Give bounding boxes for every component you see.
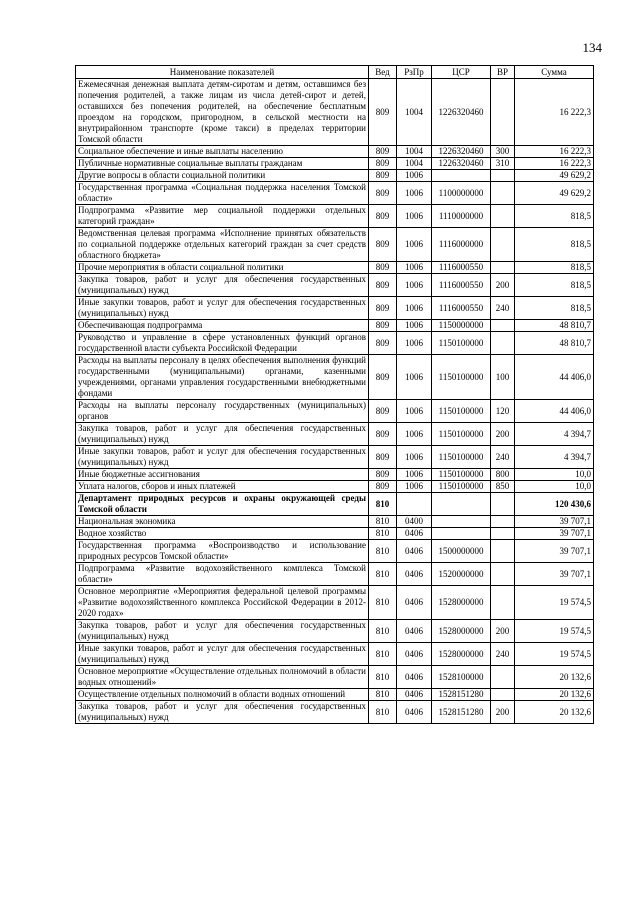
cell-ved: 809: [369, 146, 397, 158]
cell-sum: 48 810,7: [515, 320, 594, 332]
cell-sum: 19 574,5: [515, 620, 594, 643]
cell-rzpr: 1006: [397, 446, 432, 469]
cell-csr: 1116000550: [432, 274, 491, 297]
table-row: [76, 620, 594, 643]
table-row: [76, 320, 594, 332]
cell-rzpr: 0406: [397, 563, 432, 586]
cell-rzpr: 1006: [397, 205, 432, 228]
cell-vr: [491, 320, 515, 332]
cell-vr: [491, 528, 515, 540]
table-row: [76, 540, 594, 563]
cell-ved: 809: [369, 170, 397, 182]
table-row: [76, 446, 594, 469]
cell-ved: 810: [369, 586, 397, 620]
cell-csr: 1528000000: [432, 586, 491, 620]
table-row: [76, 79, 594, 146]
cell-csr: 1150100000: [432, 400, 491, 423]
cell-csr: 1226320460: [432, 146, 491, 158]
cell-csr: 1116000000: [432, 228, 491, 262]
cell-ved: 809: [369, 228, 397, 262]
cell-ved: 809: [369, 182, 397, 205]
cell-rzpr: 1006: [397, 170, 432, 182]
cell-ved: 809: [369, 205, 397, 228]
cell-rzpr: 1006: [397, 274, 432, 297]
cell-rzpr: 1006: [397, 228, 432, 262]
cell-sum: 818,5: [515, 205, 594, 228]
cell-name: Ежемесячная денежная выплата детям-сиротам и детям, оставшимся без попечения родителей, а также лицам из числа детей-сирот и детей, оставшихся без попечения родителей, на обеспечение бесплатным проездом на городском, пригородном, в сельской местности на внутрирайонном транспорте (кроме такси) в пределах территории Томской области: [76, 79, 369, 146]
cell-rzpr: 0406: [397, 540, 432, 563]
cell-rzpr: 1006: [397, 423, 432, 446]
cell-sum: 16 222,3: [515, 79, 594, 146]
cell-rzpr: 0406: [397, 701, 432, 724]
cell-csr: 1150100000: [432, 423, 491, 446]
cell-ved: 810: [369, 620, 397, 643]
cell-name: Прочие мероприятия в области социальной политики: [76, 262, 369, 274]
cell-sum: 39 707,1: [515, 540, 594, 563]
cell-vr: 240: [491, 446, 515, 469]
cell-csr: 1528151280: [432, 689, 491, 701]
table-row: [76, 332, 594, 355]
cell-ved: 809: [369, 400, 397, 423]
cell-csr: 1500000000: [432, 540, 491, 563]
cell-ved: 810: [369, 666, 397, 689]
cell-rzpr: 1006: [397, 332, 432, 355]
cell-csr: [432, 528, 491, 540]
cell-vr: [491, 540, 515, 563]
cell-ved: 810: [369, 516, 397, 528]
cell-rzpr: 0400: [397, 516, 432, 528]
cell-ved: 809: [369, 469, 397, 481]
table-row: [76, 297, 594, 320]
cell-csr: 1150100000: [432, 446, 491, 469]
table-row: [76, 643, 594, 666]
cell-name: Основное мероприятие «Осуществление отдельных полномочий в области водных отношений»: [76, 666, 369, 689]
table-row: [76, 586, 594, 620]
cell-ved: 810: [369, 701, 397, 724]
cell-vr: [491, 228, 515, 262]
table-row: [76, 355, 594, 400]
cell-sum: 10,0: [515, 469, 594, 481]
cell-sum: 818,5: [515, 274, 594, 297]
cell-csr: 1150100000: [432, 355, 491, 400]
table-row: [76, 701, 594, 724]
table-row: [76, 228, 594, 262]
cell-sum: 818,5: [515, 228, 594, 262]
cell-csr: 1150100000: [432, 469, 491, 481]
cell-rzpr: 1006: [397, 297, 432, 320]
cell-ved: 809: [369, 320, 397, 332]
header-ved: Вед: [369, 66, 397, 79]
cell-vr: [491, 205, 515, 228]
cell-ved: 810: [369, 540, 397, 563]
cell-name: Обеспечивающая подпрограмма: [76, 320, 369, 332]
cell-name: Закупка товаров, работ и услуг для обеспечения государственных (муниципальных) нужд: [76, 701, 369, 724]
cell-name: Публичные нормативные социальные выплаты гражданам: [76, 158, 369, 170]
cell-csr: 1116000550: [432, 262, 491, 274]
cell-rzpr: 1004: [397, 158, 432, 170]
table-row: [76, 516, 594, 528]
cell-sum: 818,5: [515, 262, 594, 274]
cell-rzpr: 1004: [397, 146, 432, 158]
cell-rzpr: 1006: [397, 320, 432, 332]
header-rzpr: РзПр: [397, 66, 432, 79]
header-sum: Сумма: [515, 66, 594, 79]
table-row: [76, 158, 594, 170]
cell-vr: 100: [491, 355, 515, 400]
cell-vr: 850: [491, 481, 515, 493]
cell-sum: 19 574,5: [515, 643, 594, 666]
page-number: 134: [582, 40, 602, 55]
cell-rzpr: 0406: [397, 528, 432, 540]
cell-csr: 1528000000: [432, 643, 491, 666]
table-row: [76, 493, 594, 516]
cell-csr: 1528151280: [432, 701, 491, 724]
cell-csr: 1150000000: [432, 320, 491, 332]
table-row: [76, 563, 594, 586]
cell-rzpr: 1006: [397, 182, 432, 205]
cell-csr: 1226320460: [432, 158, 491, 170]
cell-rzpr: [397, 493, 432, 516]
cell-rzpr: 1006: [397, 469, 432, 481]
cell-sum: 44 406,0: [515, 400, 594, 423]
cell-vr: 310: [491, 158, 515, 170]
cell-rzpr: 0406: [397, 586, 432, 620]
table-row: [76, 481, 594, 493]
table-row: [76, 400, 594, 423]
table-row: [76, 689, 594, 701]
cell-vr: [491, 262, 515, 274]
table-row: [76, 182, 594, 205]
table-row: [76, 262, 594, 274]
cell-rzpr: 0406: [397, 620, 432, 643]
cell-sum: 48 810,7: [515, 332, 594, 355]
cell-name: Закупка товаров, работ и услуг для обеспечения государственных (муниципальных) нужд: [76, 620, 369, 643]
table-row: [76, 423, 594, 446]
header-vr: ВР: [491, 66, 515, 79]
cell-vr: [491, 516, 515, 528]
cell-rzpr: 1004: [397, 79, 432, 146]
cell-vr: [491, 332, 515, 355]
cell-vr: 300: [491, 146, 515, 158]
cell-ved: 809: [369, 262, 397, 274]
cell-name: Национальная экономика: [76, 516, 369, 528]
table-row: [76, 274, 594, 297]
header-csr: ЦСР: [432, 66, 491, 79]
cell-sum: 4 394,7: [515, 446, 594, 469]
cell-vr: [491, 182, 515, 205]
cell-name: Руководство и управление в сфере установленных функций органов государственной власти субъекта Российской Федерации: [76, 332, 369, 355]
cell-ved: 809: [369, 423, 397, 446]
cell-name: Иные закупки товаров, работ и услуг для обеспечения государственных (муниципальных) нужд: [76, 297, 369, 320]
cell-sum: 16 222,3: [515, 146, 594, 158]
cell-ved: 810: [369, 493, 397, 516]
cell-sum: 49 629,2: [515, 182, 594, 205]
cell-sum: 44 406,0: [515, 355, 594, 400]
cell-name: Осуществление отдельных полномочий в области водных отношений: [76, 689, 369, 701]
cell-rzpr: 0406: [397, 689, 432, 701]
cell-ved: 810: [369, 528, 397, 540]
cell-ved: 809: [369, 446, 397, 469]
cell-csr: [432, 516, 491, 528]
cell-ved: 809: [369, 274, 397, 297]
cell-vr: 800: [491, 469, 515, 481]
cell-csr: 1150100000: [432, 481, 491, 493]
cell-vr: [491, 79, 515, 146]
cell-name: Ведомственная целевая программа «Исполнение принятых обязательств по социальной поддержке отдельных категорий граждан за счет средств областного бюджета»: [76, 228, 369, 262]
cell-sum: 4 394,7: [515, 423, 594, 446]
cell-vr: 200: [491, 274, 515, 297]
cell-csr: [432, 170, 491, 182]
table-row: [76, 146, 594, 158]
cell-csr: 1528000000: [432, 620, 491, 643]
cell-ved: 810: [369, 563, 397, 586]
cell-sum: 10,0: [515, 481, 594, 493]
cell-vr: 240: [491, 643, 515, 666]
cell-vr: [491, 586, 515, 620]
cell-sum: 39 707,1: [515, 516, 594, 528]
cell-vr: [491, 689, 515, 701]
table-row: [76, 469, 594, 481]
cell-name: Иные бюджетные ассигнования: [76, 469, 369, 481]
cell-csr: 1150100000: [432, 332, 491, 355]
cell-ved: 809: [369, 79, 397, 146]
table-row: [76, 666, 594, 689]
table-row: [76, 170, 594, 182]
cell-sum: 16 222,3: [515, 158, 594, 170]
cell-name: Закупка товаров, работ и услуг для обеспечения государственных (муниципальных) нужд: [76, 274, 369, 297]
cell-name: Основное мероприятие «Мероприятия федеральной целевой программы «Развитие водохозяйственного комплекса Российской Федерации в 2012-2020 годах»: [76, 586, 369, 620]
cell-csr: 1520000000: [432, 563, 491, 586]
cell-csr: [432, 493, 491, 516]
cell-rzpr: 1006: [397, 481, 432, 493]
cell-rzpr: 0406: [397, 643, 432, 666]
cell-sum: 39 707,1: [515, 528, 594, 540]
cell-rzpr: 1006: [397, 355, 432, 400]
cell-vr: [491, 170, 515, 182]
cell-sum: 20 132,6: [515, 666, 594, 689]
cell-name: Расходы на выплаты персоналу государственных (муниципальных) органов: [76, 400, 369, 423]
cell-name: Подпрограмма «Развитие мер социальной поддержки отдельных категорий граждан»: [76, 205, 369, 228]
cell-vr: 200: [491, 620, 515, 643]
table-row: [76, 205, 594, 228]
cell-sum: 39 707,1: [515, 563, 594, 586]
cell-sum: 818,5: [515, 297, 594, 320]
cell-name: Уплата налогов, сборов и иных платежей: [76, 481, 369, 493]
cell-vr: 200: [491, 423, 515, 446]
cell-vr: [491, 563, 515, 586]
cell-ved: 809: [369, 297, 397, 320]
cell-name: Государственная программа «Социальная поддержка населения Томской области»: [76, 182, 369, 205]
cell-vr: [491, 666, 515, 689]
cell-name: Подпрограмма «Развитие водохозяйственного комплекса Томской области»: [76, 563, 369, 586]
cell-name: Водное хозяйство: [76, 528, 369, 540]
cell-rzpr: 0406: [397, 666, 432, 689]
cell-sum: 120 430,6: [515, 493, 594, 516]
cell-ved: 809: [369, 332, 397, 355]
cell-vr: 120: [491, 400, 515, 423]
cell-name: Иные закупки товаров, работ и услуг для обеспечения государственных (муниципальных) нужд: [76, 446, 369, 469]
cell-csr: 1110000000: [432, 205, 491, 228]
cell-name: Департамент природных ресурсов и охраны окружающей среды Томской области: [76, 493, 369, 516]
cell-ved: 809: [369, 355, 397, 400]
cell-ved: 810: [369, 689, 397, 701]
cell-name: Другие вопросы в области социальной политики: [76, 170, 369, 182]
cell-sum: 20 132,6: [515, 701, 594, 724]
cell-name: Социальное обеспечение и иные выплаты населению: [76, 146, 369, 158]
cell-csr: 1528100000: [432, 666, 491, 689]
cell-rzpr: 1006: [397, 400, 432, 423]
cell-ved: 809: [369, 481, 397, 493]
cell-sum: 20 132,6: [515, 689, 594, 701]
cell-name: Государственная программа «Воспроизводство и использование природных ресурсов Томской области»: [76, 540, 369, 563]
cell-rzpr: 1006: [397, 262, 432, 274]
cell-sum: 49 629,2: [515, 170, 594, 182]
cell-csr: 1226320460: [432, 79, 491, 146]
header-name: Наименование показателей: [76, 66, 369, 79]
cell-vr: 200: [491, 701, 515, 724]
cell-vr: [491, 493, 515, 516]
cell-name: Расходы на выплаты персоналу в целях обеспечения выполнения функций государственными (муниципальными) органами, казенными учреждениями, органами управления государственными внебюджетными фондами: [76, 355, 369, 400]
table-header-row: [76, 66, 594, 79]
cell-vr: 240: [491, 297, 515, 320]
cell-ved: 809: [369, 158, 397, 170]
cell-csr: 1100000000: [432, 182, 491, 205]
cell-csr: 1116000550: [432, 297, 491, 320]
cell-name: Закупка товаров, работ и услуг для обеспечения государственных (муниципальных) нужд: [76, 423, 369, 446]
cell-ved: 810: [369, 643, 397, 666]
budget-table: [75, 65, 594, 724]
cell-sum: 19 574,5: [515, 586, 594, 620]
table-row: [76, 528, 594, 540]
cell-name: Иные закупки товаров, работ и услуг для обеспечения государственных (муниципальных) нужд: [76, 643, 369, 666]
